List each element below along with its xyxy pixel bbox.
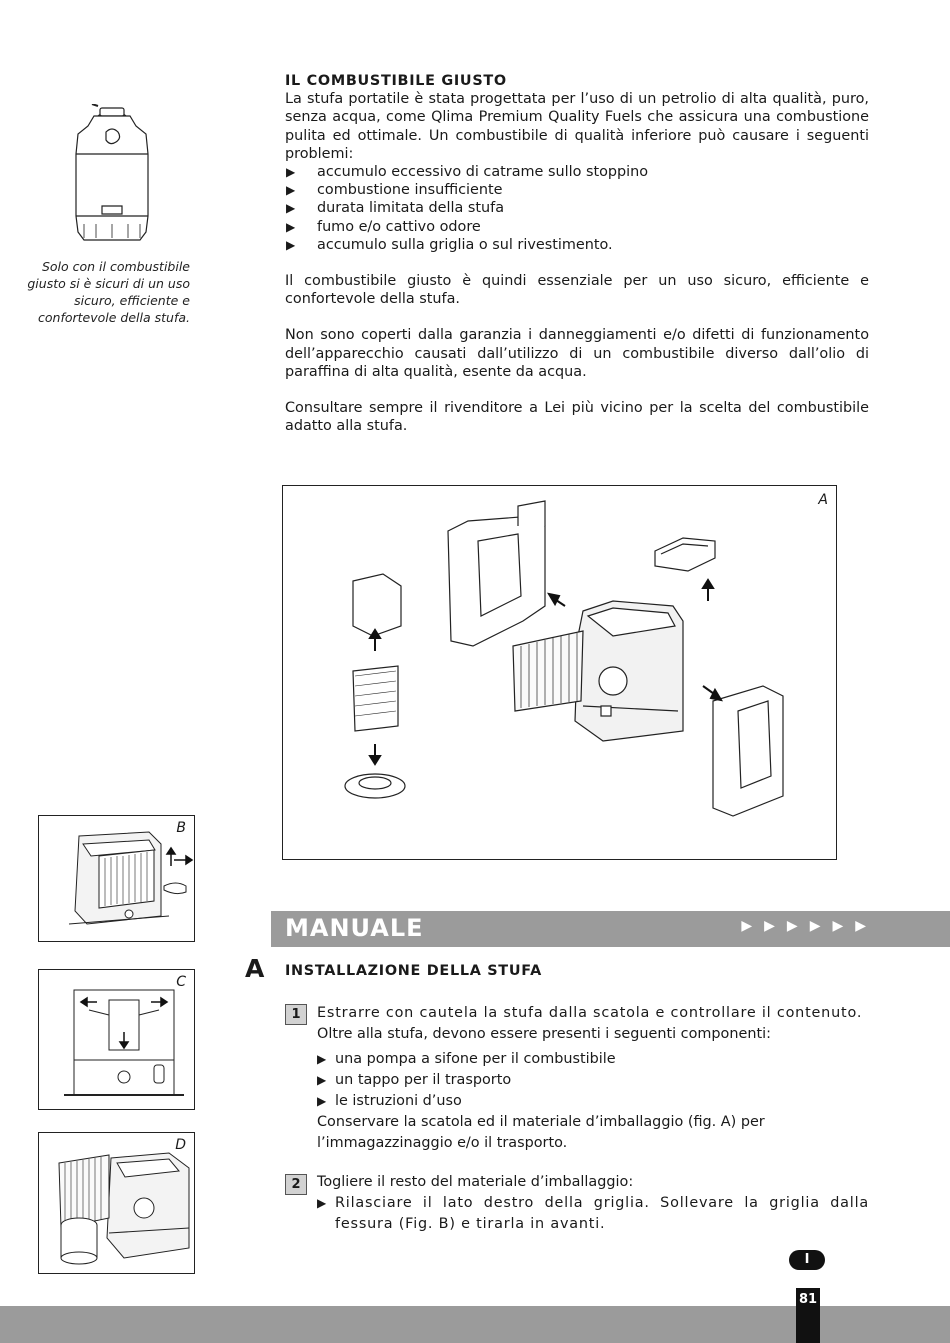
- right-triangle-icon: ▶: [317, 1073, 327, 1087]
- fuel-canister-illustration: [70, 104, 154, 246]
- figure-b-label: B: [176, 820, 186, 836]
- right-triangle-icon: ▶: [286, 201, 296, 216]
- section-letter: A: [245, 954, 265, 983]
- canister-caption: Solo con il combustibile giusto si è sicuri di un uso sicuro, efficiente e confortevole della stufa.: [27, 259, 190, 325]
- section-bar: [271, 911, 950, 947]
- figure-d: [38, 1132, 195, 1274]
- figure-c-label: C: [176, 974, 186, 990]
- fuel-paragraph-1: La stufa portatile è stata progettata per l’uso di un petrolio di alta qualità, puro, senza acqua, come Qlima Premium Quality Fuels che assicura una combustione pulita ed ottimale. Un combustibile di qualità inferiore può causare i seguenti problemi:: [285, 91, 869, 162]
- right-triangle-icon: ▶: [317, 1196, 328, 1210]
- figure-b: [38, 815, 195, 942]
- list-item: ▶ un tappo per il trasporto: [317, 1070, 869, 1091]
- list-item: ▶ durata limitata della stufa: [286, 200, 505, 217]
- step-2: [317, 1172, 869, 1235]
- section-title: MANUALE: [285, 914, 424, 942]
- page-number: 81: [796, 1288, 820, 1343]
- list-item: ▶ combustione insufficiente: [286, 182, 503, 199]
- right-triangle-icon: ▶: [286, 183, 296, 198]
- problem-list: [285, 163, 869, 254]
- list-item: ▶ accumulo eccessivo di catrame sullo stoppino: [286, 164, 649, 181]
- step-1-intro: Estrarre con cautela la stufa dalla scatola e controllare il contenuto.: [317, 1005, 863, 1021]
- fuel-heading: IL COMBUSTIBILE GIUSTO: [285, 73, 507, 89]
- list-item: ▶ Rilasciare il lato destro della griglia. Sollevare la griglia dalla fessura (Fig. B) e tirarla in avanti.: [317, 1195, 869, 1232]
- step-1-line2: Oltre alla stufa, devono essere presenti i seguenti componenti:: [317, 1026, 771, 1042]
- exploded-view-drawing: [283, 486, 836, 859]
- step-number-2: 2: [285, 1174, 307, 1195]
- figure-c: [38, 969, 195, 1110]
- bar-arrows-icon: ▶▶▶▶▶▶: [741, 918, 878, 934]
- fuel-paragraph-4: Consultare sempre il rivenditore a Lei più vicino per la scelta del combustibile adatto alla stufa.: [285, 400, 869, 435]
- right-triangle-icon: ▶: [286, 219, 296, 234]
- step-2-intro: Togliere il resto del materiale d’imballaggio:: [317, 1174, 634, 1190]
- right-triangle-icon: ▶: [317, 1052, 327, 1066]
- step-1-outro: Conservare la scatola ed il materiale d’imballaggio (fig. A) per l’immagazzinaggio e/o il trasporto.: [317, 1114, 765, 1151]
- right-triangle-icon: ▶: [286, 165, 296, 180]
- section-heading: INSTALLAZIONE DELLA STUFA: [285, 963, 542, 979]
- list-item: ▶ accumulo sulla griglia o sul rivestimento.: [286, 236, 613, 253]
- right-triangle-icon: ▶: [286, 237, 296, 252]
- list-item: ▶ fumo e/o cattivo odore: [286, 218, 481, 235]
- fuel-paragraph-3: Non sono coperti dalla garanzia i danneggiamenti e/o difetti di funzionamento dell’apparecchio causati dall’utilizzo di un combustibile diverso dall’olio di paraffina di alta qualità, esente da acqua.: [285, 327, 869, 380]
- step-1: [317, 1003, 869, 1154]
- figure-a-label: A: [818, 492, 828, 508]
- right-triangle-icon: ▶: [317, 1094, 327, 1108]
- fuel-section: [285, 72, 869, 435]
- language-badge: I: [789, 1250, 825, 1270]
- step-number-1: 1: [285, 1004, 307, 1025]
- list-item: ▶ le istruzioni d’uso: [317, 1091, 869, 1112]
- fuel-paragraph-2: Il combustibile giusto è quindi essenziale per un uso sicuro, efficiente e confortevole della stufa.: [285, 273, 869, 308]
- figure-a-exploded-view: [282, 485, 837, 860]
- list-item: ▶ una pompa a sifone per il combustibile: [317, 1049, 869, 1070]
- figure-d-label: D: [175, 1137, 186, 1153]
